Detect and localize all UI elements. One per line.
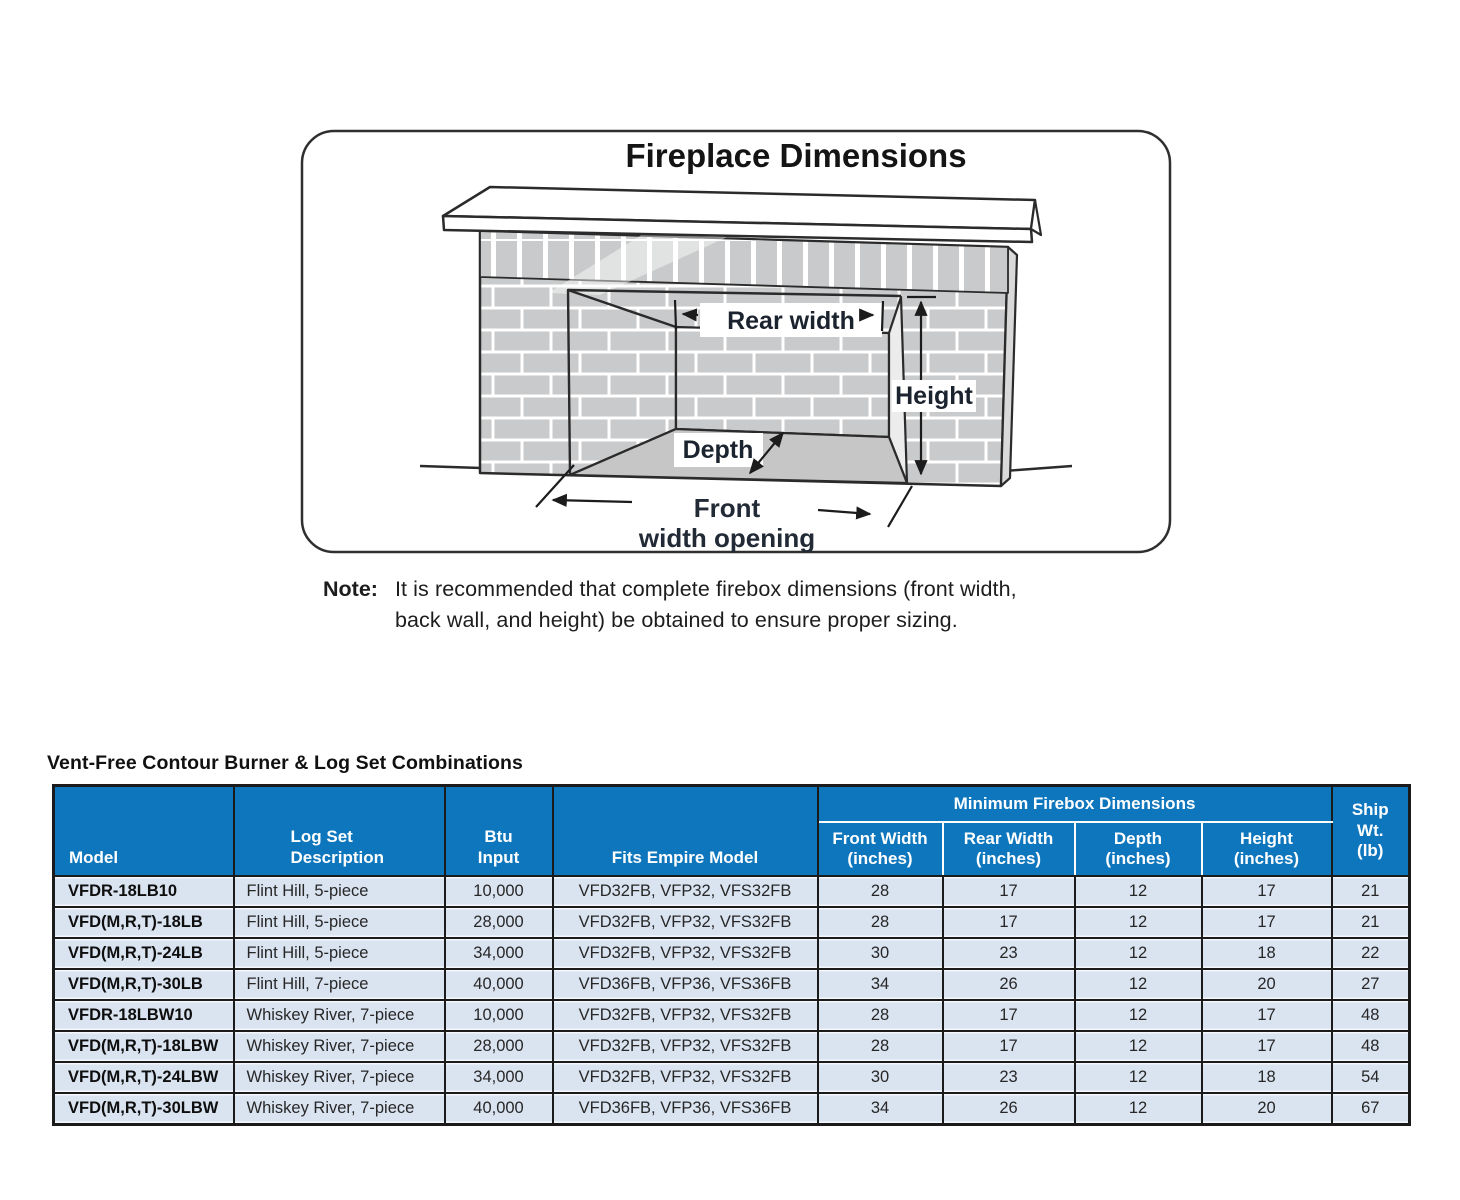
cell-fits: VFD32FB, VFP32, VFS32FB <box>553 876 818 907</box>
cell-fits: VFD36FB, VFP36, VFS36FB <box>553 1093 818 1125</box>
cell-btu: 34,000 <box>445 1062 553 1093</box>
cell-depth: 12 <box>1075 1000 1202 1031</box>
cell-height: 17 <box>1202 876 1332 907</box>
cell-log-set: Flint Hill, 5-piece <box>234 938 445 969</box>
col-header-group-min-firebox: Minimum Firebox Dimensions <box>818 786 1332 823</box>
cell-log-set: Whiskey River, 7-piece <box>234 1062 445 1093</box>
cell-ship-wt: 21 <box>1332 876 1410 907</box>
col-header-fits-empire-model: Fits Empire Model <box>553 786 818 877</box>
depth-label: Depth <box>682 436 754 464</box>
cell-btu: 34,000 <box>445 938 553 969</box>
cell-height: 18 <box>1202 1062 1332 1093</box>
cell-ship-wt: 67 <box>1332 1093 1410 1125</box>
cell-rear-width: 23 <box>943 1062 1075 1093</box>
table-row <box>54 938 1410 969</box>
cell-fits: VFD32FB, VFP32, VFS32FB <box>553 1062 818 1093</box>
col-header-btu-input: Btu Input <box>445 786 553 877</box>
cell-log-set: Flint Hill, 5-piece <box>234 907 445 938</box>
cell-depth: 12 <box>1075 907 1202 938</box>
cell-ship-wt: 48 <box>1332 1000 1410 1031</box>
col-header-ship-wt: Ship Wt. (lb) <box>1332 786 1410 877</box>
cell-front-width: 30 <box>818 938 943 969</box>
col-header-front-width: Front Width (inches) <box>818 822 943 876</box>
cell-btu: 40,000 <box>445 969 553 1000</box>
cell-height: 20 <box>1202 1093 1332 1125</box>
cell-btu: 28,000 <box>445 1031 553 1062</box>
cell-ship-wt: 22 <box>1332 938 1410 969</box>
cell-log-set: Whiskey River, 7-piece <box>234 1093 445 1125</box>
cell-rear-width: 23 <box>943 938 1075 969</box>
cell-ship-wt: 48 <box>1332 1031 1410 1062</box>
cell-rear-width: 17 <box>943 1000 1075 1031</box>
col-header-rear-width: Rear Width (inches) <box>943 822 1075 876</box>
note-block <box>323 574 1183 635</box>
cell-log-set: Flint Hill, 5-piece <box>234 876 445 907</box>
cell-rear-width: 17 <box>943 876 1075 907</box>
combinations-table <box>52 784 1411 1126</box>
table-row <box>54 1062 1410 1093</box>
cell-depth: 12 <box>1075 938 1202 969</box>
cell-height: 17 <box>1202 1031 1332 1062</box>
note-text <box>395 574 1017 635</box>
cell-front-width: 28 <box>818 876 943 907</box>
cell-model: VFD(M,R,T)-24LBW <box>54 1062 234 1093</box>
cell-height: 20 <box>1202 969 1332 1000</box>
col-header-log-set: Log Set Description <box>234 786 445 877</box>
front-width-label-line2: width opening <box>638 523 816 553</box>
cell-ship-wt: 54 <box>1332 1062 1410 1093</box>
cell-front-width: 34 <box>818 969 943 1000</box>
cell-fits: VFD32FB, VFP32, VFS32FB <box>553 1031 818 1062</box>
cell-btu: 10,000 <box>445 1000 553 1031</box>
cell-front-width: 28 <box>818 1000 943 1031</box>
cell-height: 17 <box>1202 1000 1332 1031</box>
cell-depth: 12 <box>1075 1031 1202 1062</box>
cell-rear-width: 26 <box>943 1093 1075 1125</box>
cell-rear-width: 26 <box>943 969 1075 1000</box>
header-row-group <box>54 786 1410 823</box>
table-title: Vent-Free Contour Burner & Log Set Combinations <box>47 752 523 774</box>
table-row <box>54 969 1410 1000</box>
cell-rear-width: 17 <box>943 1031 1075 1062</box>
cell-btu: 28,000 <box>445 907 553 938</box>
note-line2: back wall, and height) be obtained to ensure proper sizing. <box>394 607 958 632</box>
cell-depth: 12 <box>1075 876 1202 907</box>
table-row <box>54 1000 1410 1031</box>
cell-fits: VFD32FB, VFP32, VFS32FB <box>553 907 818 938</box>
cell-ship-wt: 27 <box>1332 969 1410 1000</box>
cell-log-set: Whiskey River, 7-piece <box>234 1000 445 1031</box>
cell-depth: 12 <box>1075 969 1202 1000</box>
height-label: Height <box>895 382 973 410</box>
cell-ship-wt: 21 <box>1332 907 1410 938</box>
cell-model: VFD(M,R,T)-30LBW <box>54 1093 234 1125</box>
cell-model: VFD(M,R,T)-24LB <box>54 938 234 969</box>
col-header-depth: Depth (inches) <box>1075 822 1202 876</box>
cell-model: VFDR-18LBW10 <box>54 1000 234 1031</box>
cell-model: VFD(M,R,T)-18LB <box>54 907 234 938</box>
note-label: Note: <box>323 577 378 601</box>
cell-log-set: Flint Hill, 7-piece <box>234 969 445 1000</box>
cell-depth: 12 <box>1075 1093 1202 1125</box>
cell-model: VFDR-18LB10 <box>54 876 234 907</box>
cell-btu: 10,000 <box>445 876 553 907</box>
cell-fits: VFD32FB, VFP32, VFS32FB <box>553 938 818 969</box>
cell-depth: 12 <box>1075 1062 1202 1093</box>
rear-width-label: Rear width <box>727 307 855 335</box>
table-row <box>54 1093 1410 1125</box>
cell-rear-width: 17 <box>943 907 1075 938</box>
cell-front-width: 30 <box>818 1062 943 1093</box>
note-line1: It is recommended that complete firebox dimensions (front width, <box>394 577 1017 601</box>
table-row <box>54 907 1410 938</box>
diagram-title: Fireplace Dimensions <box>625 137 967 174</box>
col-header-height: Height (inches) <box>1202 822 1332 876</box>
cell-btu: 40,000 <box>445 1093 553 1125</box>
table-row <box>54 876 1410 907</box>
cell-model: VFD(M,R,T)-30LB <box>54 969 234 1000</box>
cell-front-width: 28 <box>818 907 943 938</box>
cell-front-width: 28 <box>818 1031 943 1062</box>
cell-front-width: 34 <box>818 1093 943 1125</box>
cell-log-set: Whiskey River, 7-piece <box>234 1031 445 1062</box>
cell-height: 17 <box>1202 907 1332 938</box>
col-header-model: Model <box>54 786 234 877</box>
cell-fits: VFD32FB, VFP32, VFS32FB <box>553 1000 818 1031</box>
cell-model: VFD(M,R,T)-18LBW <box>54 1031 234 1062</box>
cell-height: 18 <box>1202 938 1332 969</box>
front-width-label-line1: Front <box>693 493 761 523</box>
cell-fits: VFD36FB, VFP36, VFS36FB <box>553 969 818 1000</box>
table-row <box>54 1031 1410 1062</box>
